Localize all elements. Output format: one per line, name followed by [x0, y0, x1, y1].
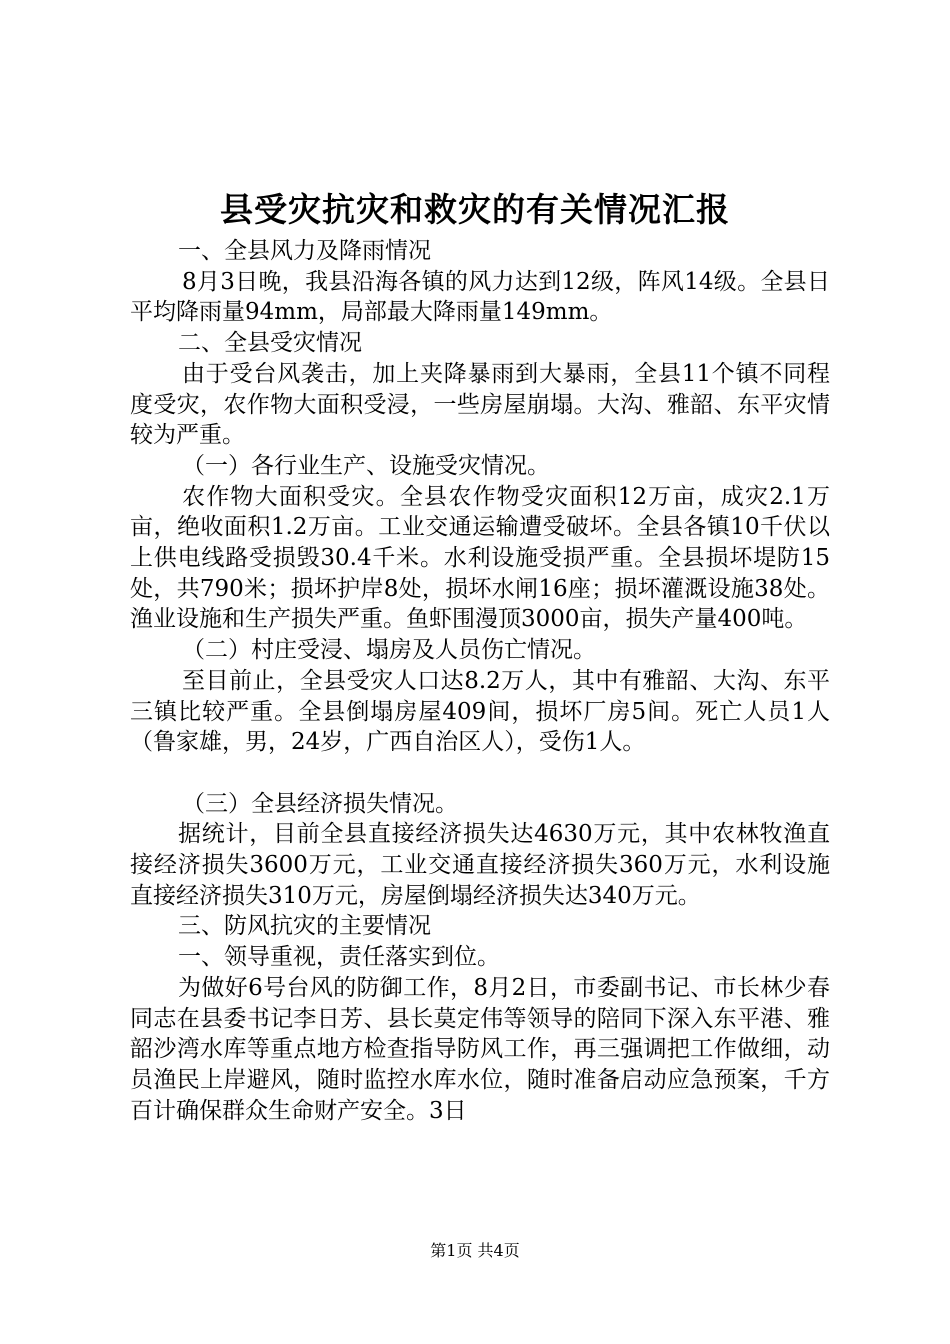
paragraph-wind-rain: 8月3日晚，我县沿海各镇的风力达到12级，阵风14级。全县日平均降雨量94mm，局部最大降雨量149mm。	[130, 268, 830, 326]
subsection-heading-2: （二）村庄受浸、塌房及人员伤亡情况。	[182, 637, 596, 664]
blank-line	[130, 758, 830, 789]
section-heading-2: 二、全县受灾情况	[178, 330, 362, 357]
section-heading-1: 一、全县风力及降雨情况	[178, 238, 431, 264]
page-footer: 第1页 共4页	[430, 1241, 520, 1260]
section-heading-3: 三、防风抗灾的主要情况	[178, 913, 431, 940]
paragraph-disaster-overview: 由于受台风袭击，加上夹降暴雨到大暴雨，全县11个镇不同程度受灾，农作物大面积受浸，一些房屋崩塌。大沟、雅韶、东平灾情较为严重。	[130, 360, 830, 449]
subsection-heading-leadership: 一、领导重视，责任落实到位。	[178, 944, 500, 971]
paragraph-casualties: 至目前止，全县受灾人口达8.2万人，其中有雅韶、大沟、东平三镇比较严重。全县倒塌房屋409间，损坏厂房5间。死亡人员1人（鲁家雄，男，24岁，广西自治区人），受伤1人。	[130, 667, 830, 756]
paragraph-industry-damage: 农作物大面积受灾。全县农作物受灾面积12万亩，成灾2.1万亩，绝收面积1.2万亩。工业交通运输遭受破坏。全县各镇10千伏以上供电线路受损毁30.4千米。水利设施受损严重。全县损坏堤防15处，共790米；损坏护岸8处，损坏水闸16座；损坏灌溉设施38处。渔业设施和生产损失严重。鱼虾围漫顶3000亩，损失产量400吨。	[130, 483, 830, 633]
paragraph-economic-loss: 据统计，目前全县直接经济损失达4630万元，其中农林牧渔直接经济损失3600万元，工业交通直接经济损失360万元，水利设施直接经济损失310万元，房屋倒塌经济损失达340万元。	[130, 821, 830, 909]
subsection-heading-1: （一）各行业生产、设施受灾情况。	[182, 452, 550, 479]
document-title: 县受灾抗灾和救灾的有关情况汇报	[220, 190, 730, 229]
subsection-heading-3: （三）全县经济损失情况。	[182, 790, 458, 817]
paragraph-leadership: 为做好6号台风的防御工作，8月2日，市委副书记、市长林少春同志在县委书记李日芳、县长莫定伟等领导的陪同下深入东平港、雅韶沙湾水库等重点地方检查指导防风工作，再三强调把工作做细，动员渔民上岸避风，随时监控水库水位，随时准备启动应急预案，千方百计确保群众生命财产安全。3日	[130, 974, 830, 1124]
document-body	[130, 236, 830, 1126]
